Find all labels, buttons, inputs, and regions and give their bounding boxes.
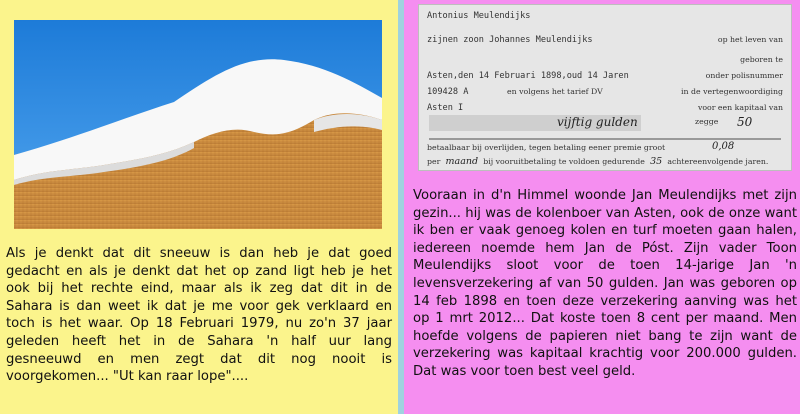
doc-line-1: Antonius Meulendijks bbox=[427, 11, 531, 21]
insurance-document-image bbox=[418, 4, 792, 171]
doc-line-4: Asten,den 14 Februari 1898,oud 14 Jaren onder polisnummer bbox=[427, 71, 783, 81]
doc-line-5: 109428 A en volgens het tarief DV in de vertegenwoordiging bbox=[427, 87, 783, 97]
doc-line-2: zijnen zoon Johannes Meulendijks op het leven van bbox=[427, 35, 783, 45]
doc-line-6: Asten I voor een kapitaal van bbox=[427, 103, 783, 113]
doc-line-8: betaalbaar bij overlijden, tegen betaling eener premie groot 0,08 bbox=[427, 141, 735, 152]
doc-line-3: geboren te bbox=[740, 55, 783, 64]
right-panel bbox=[404, 0, 800, 414]
snow-sand-illustration bbox=[14, 20, 382, 229]
snow-sand-photo bbox=[14, 20, 382, 229]
doc-amount-line: vijftig gulden zegge 50 bbox=[557, 115, 753, 129]
doc-rule bbox=[429, 138, 781, 140]
left-panel bbox=[0, 0, 398, 414]
right-paragraph: Vooraan in d'n Himmel woonde Jan Meulendijks met zijn gezin... hij was de kolenboer van Asten, ook de onze want ik ben er vaak genoeg kolen en turf moeten gaan halen, iedereen noemde hem Jan de Póst. Zijn vader Toon Meulendijks sloot voor de toen 14-jarige Jan 'n levensverzekering af van 50 gulden. Jan was geboren op 14 feb 1898 en toen deze verzekering aanving was het op 1 mrt 2012... Dat koste toen 8 cent per maand. Men hoefde volgens de papieren niet bang te zijn want de verzekering was kapitaal krachtig voor 200.000 gulden. Dat was voor toen best veel geld. bbox=[413, 188, 797, 379]
left-paragraph: Als je denkt dat dit sneeuw is dan heb je dat goed gedacht en als je denkt dat het op zand ligt heb je het ook bij het rechte eind, maar als ik zeg dat dit in de Sahara is dan weet ik dat je me voor gek verklaard en toch is het waar. Op 18 Februari 1979, nu zo'n 37 jaar geleden heeft het in de Sahara 'n half uur lang gesneeuwd en men zegt dat dit nog nooit is voorgekomen... "Ut kan raar lope".... bbox=[6, 246, 392, 385]
doc-line-9: per maand bij vooruitbetaling te voldoen gedurende 35 achtereenvolgende jaren. bbox=[427, 156, 769, 167]
